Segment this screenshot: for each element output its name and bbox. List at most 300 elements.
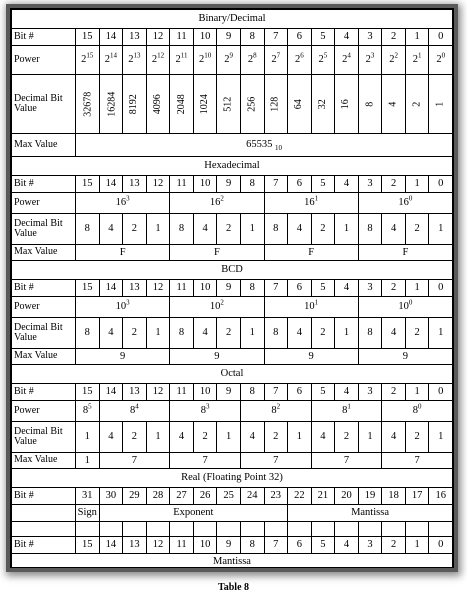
power-cell [311,46,335,75]
decimal-bit-value: 2048 [175,94,187,115]
decimal-bit-value: 8 [264,214,288,245]
label-max-value: Max Value [12,134,76,157]
bit-number: 10 [193,537,217,554]
decimal-bit-value: 4 [288,318,312,349]
label-bit: Bit # [12,384,76,401]
table-row [12,318,453,349]
decimal-bit-value: 1 [240,214,264,245]
decimal-bit-value: 8 [264,318,288,349]
table-row [12,214,453,245]
blank-cell [264,522,288,537]
section-title-bcd: BCD [12,261,453,280]
bit-number: 10 [193,29,217,46]
decimal-bit-value: 8 [358,214,382,245]
decimal-bit-value: 1 [146,214,170,245]
bit-number: 3 [358,176,382,193]
max-digit: 7 [99,453,170,469]
table-inner [10,8,454,568]
number-systems-table [11,9,453,568]
decimal-bit-value: 8192 [128,94,140,115]
power-cell [146,46,170,75]
power-cell [382,401,453,422]
bit-number: 2 [382,384,406,401]
bit-number: 12 [146,176,170,193]
bit-number: 12 [146,280,170,297]
decimal-bit-value: 4096 [151,94,163,115]
decimal-bit-value: 4 [382,214,406,245]
decimal-bit-value: 4 [311,422,335,453]
decimal-bit-value: 1 [288,422,312,453]
bit-number: 5 [311,280,335,297]
power-term: $2^2$ [389,51,398,66]
bit-number: 5 [311,384,335,401]
section-title-binary: Binary/Decimal [12,10,453,29]
bit-number: 9 [217,280,241,297]
label-power: Power [12,193,76,214]
power-term: $2^7$ [271,51,281,66]
power-cell [358,46,382,75]
bit-number: 3 [358,29,382,46]
bit-number: 15 [76,280,100,297]
decimal-bit-value: 4 [240,422,264,453]
power-cell [335,46,359,75]
label-max-value: Max Value [12,453,76,469]
power-cell [382,46,406,75]
bit-number: 3 [358,537,382,554]
bit-number: 16 [429,488,453,505]
power-cell [217,46,241,75]
power-term: $10^0$ [398,298,413,313]
power-cell [264,193,358,214]
bit-number: 8 [240,384,264,401]
decimal-bit-value: 2 [193,422,217,453]
decimal-bit-value: 8 [170,214,194,245]
decimal-bit-value: 4 [193,214,217,245]
bit-number: 4 [335,537,359,554]
mantissa-field: Mantissa [288,505,453,522]
table-row [12,280,453,297]
decimal-bit-value: 2 [264,422,288,453]
bit-number: 4 [335,384,359,401]
bit-number: 4 [335,29,359,46]
table-row [12,554,453,569]
bit-number: 14 [99,176,123,193]
table-frame [6,4,458,572]
bit-number: 11 [170,280,194,297]
power-term: $8^3$ [200,402,210,417]
bit-number: 0 [429,384,453,401]
power-cell [76,401,100,422]
decimal-bit-value: 512 [222,97,234,112]
bit-number: 19 [358,488,382,505]
label-max-value: Max Value [12,349,76,365]
bit-number: 9 [217,537,241,554]
bit-number: 10 [193,384,217,401]
value-cell [429,75,453,134]
table-caption: Table 8 [217,582,250,593]
table-row [12,46,453,75]
power-cell [429,46,453,75]
power-term: $2^6$ [294,51,304,66]
table-row [12,75,453,134]
decimal-bit-value: 256 [245,97,257,112]
decimal-bit-value: 2 [405,214,429,245]
bit-number: 27 [170,488,194,505]
decimal-bit-value: 4 [382,422,406,453]
table-row [12,469,453,488]
decimal-bit-value: 1 [358,422,382,453]
bit-number: 1 [405,537,429,554]
power-term: $2^0$ [436,51,446,66]
bit-number: 3 [358,280,382,297]
decimal-bit-value: 2 [410,102,422,107]
bit-number: 31 [76,488,100,505]
table-row [12,522,453,537]
value-cell [288,75,312,134]
exponent-field: Exponent [99,505,288,522]
max-digit: 9 [358,349,452,365]
bit-number: 9 [217,176,241,193]
power-cell [76,297,170,318]
bit-number: 2 [382,537,406,554]
max-digit: F [76,245,170,261]
bit-number: 29 [123,488,147,505]
bit-number: 7 [264,537,288,554]
bit-number: 14 [99,29,123,46]
bit-number: 2 [382,280,406,297]
power-cell [264,46,288,75]
label-bit: Bit # [12,537,76,554]
power-term: $2^9$ [224,51,234,66]
max-digit: F [170,245,264,261]
sign-field: Sign [76,505,100,522]
power-cell [99,401,170,422]
blank-cell [217,522,241,537]
blank-cell [76,522,100,537]
label-power: Power [12,46,76,75]
bit-number: 14 [99,537,123,554]
decimal-bit-value: 1 [217,422,241,453]
section-title-octal: Octal [12,365,453,384]
max-digit: 7 [240,453,311,469]
power-term: $2^{13}$ [128,51,141,66]
table-row [12,349,453,365]
decimal-bit-value: 4 [99,318,123,349]
power-cell [99,46,123,75]
decimal-bit-value: 1 [429,214,453,245]
bit-number: 7 [264,280,288,297]
bit-number: 23 [264,488,288,505]
value-cell [311,75,335,134]
bit-number: 13 [123,537,147,554]
bit-number: 6 [288,537,312,554]
bit-number: 8 [240,29,264,46]
power-term: $2^4$ [342,51,351,66]
table-row [12,537,453,554]
bit-number: 8 [240,176,264,193]
power-term: $16^2$ [209,194,224,209]
value-cell [123,75,147,134]
bit-number: 5 [311,537,335,554]
bit-number: 2 [382,176,406,193]
decimal-bit-value: 1 [429,318,453,349]
bit-number: 13 [123,29,147,46]
power-cell [240,46,264,75]
power-term: $2^{10}$ [198,51,212,66]
table-row [12,365,453,384]
bit-number: 1 [405,29,429,46]
bit-number: 12 [146,537,170,554]
bit-number: 22 [288,488,312,505]
bit-number: 6 [288,29,312,46]
blank-cell [335,522,359,537]
blank-cell [405,522,429,537]
power-term: $2^1$ [412,51,422,66]
power-term: $2^3$ [365,51,375,66]
power-cell [264,297,358,318]
bit-number: 0 [429,176,453,193]
decimal-bit-value: 1 [335,214,359,245]
table-row [12,384,453,401]
power-term: $2^{15}$ [81,51,94,66]
bit-number: 12 [146,384,170,401]
decimal-bit-value: 8 [76,214,100,245]
power-cell [311,401,382,422]
bit-number: 7 [264,384,288,401]
bit-number: 14 [99,280,123,297]
power-term: $16^3$ [115,194,130,209]
bit-number: 1 [405,176,429,193]
table-row [12,193,453,214]
bit-number: 7 [264,176,288,193]
power-term: $8^5$ [82,402,92,417]
value-cell [99,75,123,134]
table-row [12,134,453,157]
max-digit: F [264,245,358,261]
table-row [12,488,453,505]
blank-cell [12,505,76,522]
decimal-bit-value: 64 [293,99,305,110]
power-term: $8^1$ [342,402,351,417]
table-row [12,245,453,261]
bit-number: 0 [429,537,453,554]
value-cell [193,75,217,134]
power-term: $2^{12}$ [151,51,165,66]
table-row [12,401,453,422]
decimal-bit-value: 8 [76,318,100,349]
decimal-bit-value: 4 [99,422,123,453]
decimal-bit-value: 2 [335,422,359,453]
power-cell [170,193,264,214]
table-row [12,505,453,522]
bit-number: 10 [193,280,217,297]
bit-number: 24 [240,488,264,505]
bit-number: 5 [311,176,335,193]
power-cell [193,46,217,75]
bit-number: 21 [311,488,335,505]
section-title-real: Real (Floating Point 32) [12,469,453,488]
decimal-bit-value: 1024 [198,94,210,115]
decimal-bit-value: 2 [217,214,241,245]
max-digit: 7 [311,453,382,469]
table-row [12,297,453,318]
decimal-bit-value: 1 [240,318,264,349]
bit-number: 15 [76,176,100,193]
bit-number: 15 [76,29,100,46]
decimal-bit-value: 1 [146,422,170,453]
power-term: $2^{14}$ [104,51,117,66]
section-title-hex: Hexadecimal [12,157,453,176]
bit-number: 9 [217,384,241,401]
max-value-cell [76,134,453,157]
binary-max-value: 65535 $_{10}$ [246,139,282,153]
power-term: $2^{11}$ [175,51,188,66]
power-term: $8^2$ [271,402,281,417]
decimal-bit-value: 1 [335,318,359,349]
blank-cell [382,522,406,537]
table-row [12,261,453,280]
table-row [12,157,453,176]
max-digit: 9 [76,349,170,365]
blank-cell [240,522,264,537]
bit-number: 25 [217,488,241,505]
value-cell [146,75,170,134]
bit-number: 6 [288,384,312,401]
bit-number: 1 [405,280,429,297]
bit-number: 13 [123,176,147,193]
label-bit: Bit # [12,488,76,505]
bit-number: 7 [264,29,288,46]
label-bit: Bit # [12,29,76,46]
power-term: $10^3$ [115,298,130,313]
value-cell [405,75,429,134]
decimal-bit-value: 2 [123,214,147,245]
power-cell [123,46,147,75]
max-digit: 9 [264,349,358,365]
max-digit: 9 [170,349,264,365]
decimal-bit-value: 1 [429,422,453,453]
power-cell [358,193,452,214]
bit-number: 11 [170,176,194,193]
label-power: Power [12,297,76,318]
decimal-bit-value: 1 [434,102,446,107]
decimal-bit-value: 2 [405,422,429,453]
max-digit: 7 [170,453,241,469]
bit-number: 30 [99,488,123,505]
value-cell [217,75,241,134]
value-cell [170,75,194,134]
table-row [12,176,453,193]
value-cell [358,75,382,134]
table-row [12,422,453,453]
blank-cell [288,522,312,537]
power-term: $10^1$ [304,298,319,313]
power-term: $16^0$ [398,194,413,209]
blank-cell [193,522,217,537]
label-bit: Bit # [12,176,76,193]
power-term: $8^0$ [412,402,422,417]
value-cell [335,75,359,134]
power-cell [358,297,452,318]
decimal-bit-value: 4 [382,318,406,349]
mantissa-bottom-field: Mantissa [12,554,453,569]
decimal-bit-value: 4 [193,318,217,349]
decimal-bit-value: 8 [170,318,194,349]
value-cell [382,75,406,134]
label-decimal-bit-value: Decimal Bit Value [12,75,76,134]
decimal-bit-value: 1 [76,422,100,453]
bit-number: 28 [146,488,170,505]
power-cell [76,193,170,214]
label-max-value: Max Value [12,245,76,261]
blank-cell [170,522,194,537]
bit-number: 0 [429,280,453,297]
bit-number: 8 [240,537,264,554]
decimal-bit-value: 16 [340,99,352,110]
bit-number: 1 [405,384,429,401]
bit-number: 11 [170,384,194,401]
bit-number: 13 [123,384,147,401]
bit-number: 15 [76,384,100,401]
power-term: $16^1$ [304,194,319,209]
decimal-bit-value: 32678 [82,92,94,117]
label-power: Power [12,401,76,422]
bit-number: 4 [335,176,359,193]
power-cell [240,401,311,422]
decimal-bit-value: 4 [170,422,194,453]
decimal-bit-value: 4 [387,102,399,107]
label-bit: Bit # [12,280,76,297]
decimal-bit-value: 8 [358,318,382,349]
decimal-bit-value: 16284 [105,92,117,117]
bit-number: 20 [335,488,359,505]
bit-number: 2 [382,29,406,46]
power-term: $2^5$ [318,51,328,66]
power-term: $8^4$ [130,402,139,417]
decimal-bit-value: 32 [316,99,328,110]
decimal-bit-value: 4 [99,214,123,245]
bit-number: 26 [193,488,217,505]
max-digit: 7 [382,453,453,469]
power-cell [76,46,100,75]
power-term: $2^8$ [247,51,257,66]
decimal-bit-value: 8 [363,102,375,107]
bit-number: 13 [123,280,147,297]
bit-number: 6 [288,176,312,193]
label-decimal-bit-value: Decimal Bit Value [12,318,76,349]
bit-number: 0 [429,29,453,46]
bit-number: 10 [193,176,217,193]
bit-number: 9 [217,29,241,46]
bit-number: 14 [99,384,123,401]
bit-number: 18 [382,488,406,505]
power-cell [170,401,241,422]
blank-cell [358,522,382,537]
bit-number: 11 [170,29,194,46]
bit-number: 5 [311,29,335,46]
power-cell [170,297,264,318]
value-cell [240,75,264,134]
table-row [12,10,453,29]
bit-number: 15 [76,537,100,554]
power-cell [288,46,312,75]
value-cell [264,75,288,134]
bit-number: 6 [288,280,312,297]
decimal-bit-value: 2 [123,422,147,453]
blank-cell [12,522,76,537]
max-digit: 1 [76,453,100,469]
bit-number: 8 [240,280,264,297]
